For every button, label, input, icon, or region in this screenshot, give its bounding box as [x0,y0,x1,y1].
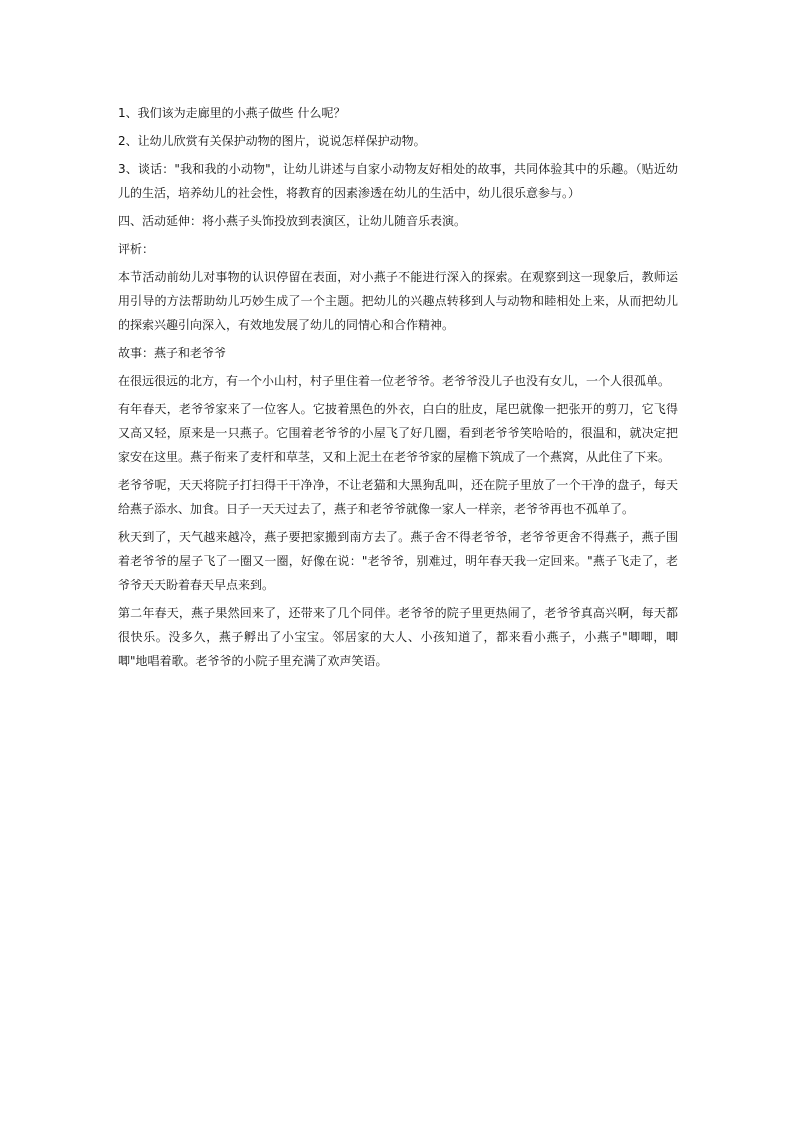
story-paragraph-5: 第二年春天，燕子果然回来了，还带来了几个同伴。老爷爷的院子里更热闹了，老爷爷真高兴啊，每天都很快乐。没多久，燕子孵出了小宝宝。邻居家的大人、小孩知道了，都来看小燕子，小燕子"唧唧，唧唧"地唱着歌。老爷爷的小院子里充满了欢声笑语。 [118,606,678,668]
activity-extension: 四、活动延伸：将小燕子头饰投放到表演区，让幼儿随音乐表演。 [118,214,467,228]
story-paragraph-4: 秋天到了，天气越来越冷，燕子要把家搬到南方去了。燕子舍不得老爷爷，老爷爷更舍不得燕子，燕子围着老爷爷的屋子飞了一圈又一圈，好像在说："老爷爷，别难过，明年春天我一定回来。"燕子飞走了，老爷爷天天盼着春天早点来到。 [118,530,678,592]
story-paragraph-1: 在很远很远的北方，有一个小山村，村子里住着一位老爷爷。老爷爷没儿子也没有女儿，一个人很孤单。 [118,374,671,388]
story-title: 故事：燕子和老爷爷 [118,346,227,360]
commentary-body: 本节活动前幼儿对事物的认识停留在表面，对小燕子不能进行深入的探索。在观察到这一现象后，教师运用引导的方法帮助幼儿巧妙生成了一个主题。把幼儿的兴趣点转移到人与动物和睦相处上来，从而把幼儿的探索兴趣引向深入，有效地发展了幼儿的同情心和合作精神。 [118,270,678,332]
activity-question-1: 1、我们该为走廊里的小燕子做些 什么呢？ [118,106,346,120]
story-paragraph-2: 有年春天，老爷爷家来了一位客人。它披着黑色的外衣，白白的肚皮，尾巴就像一把张开的剪刀，它飞得又高又轻，原来是一只燕子。它围着老爷爷的小屋飞了好几圈，看到老爷爷笑哈哈的，很温和，就决定把家安在这里。燕子衔来了麦杆和草茎，又和上泥土在老爷爷家的屋檐下筑成了一个燕窝，从此住了下来。 [118,402,678,464]
activity-question-2: 2、让幼儿欣赏有关保护动物的图片，说说怎样保护动物。 [118,134,426,148]
document-page [118,101,678,677]
activity-question-3: 3、谈话："我和我的小动物"，让幼儿讲述与自家小动物友好相处的故事，共同体验其中的乐趣。（贴近幼儿的生活，培养幼儿的社会性，将教育的因素渗透在幼儿的生活中，幼儿很乐意参与。） [118,162,678,200]
story-paragraph-3: 老爷爷呢，天天将院子打扫得干干净净，不让老猫和大黑狗乱叫，还在院子里放了一个干净的盘子，每天给燕子添水、加食。日子一天天过去了，燕子和老爷爷就像一家人一样亲，老爷爷再也不孤单了。 [118,478,678,516]
commentary-heading: 评析： [118,242,155,256]
